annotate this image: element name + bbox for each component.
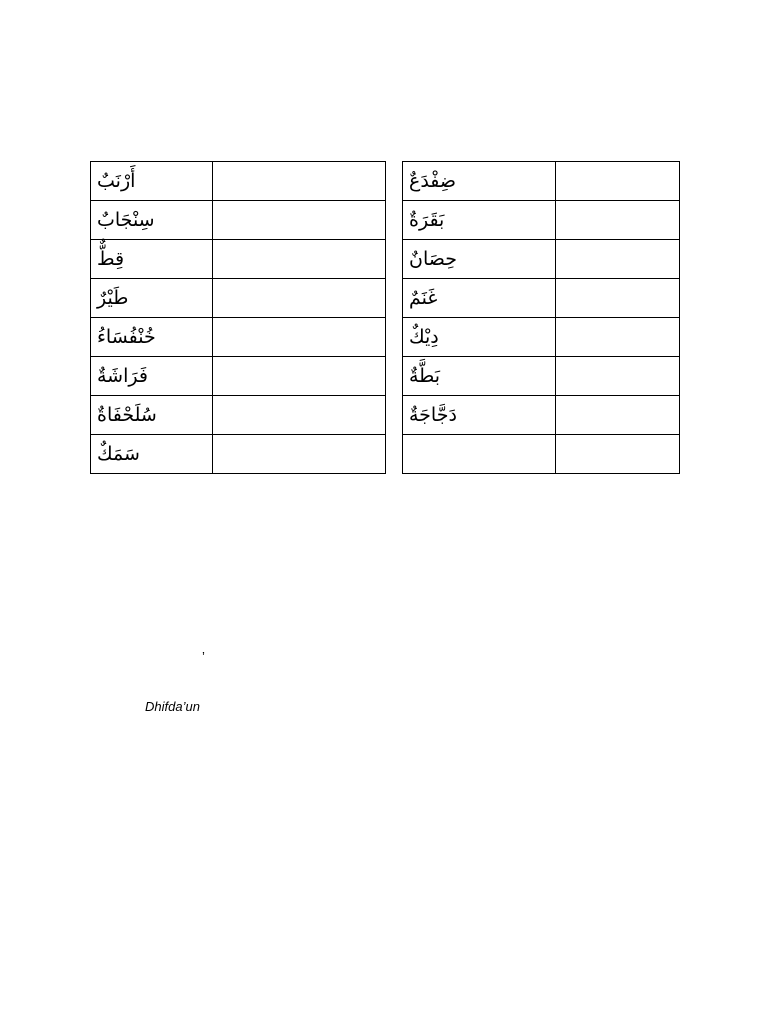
word-cell — [403, 357, 556, 396]
arabic-word: فَرَاشَةٌ — [97, 364, 148, 387]
answer-cell[interactable] — [556, 396, 680, 435]
arabic-word: قِطٌّ — [97, 247, 125, 270]
arabic-word: دَجَّاجَةٌ — [409, 403, 457, 426]
word-cell — [403, 318, 556, 357]
answer-cell[interactable] — [213, 396, 386, 435]
word-cell — [403, 201, 556, 240]
arabic-word: بَطَّةٌ — [409, 364, 441, 387]
table-row — [403, 396, 680, 435]
answer-cell[interactable] — [213, 240, 386, 279]
answer-cell[interactable] — [556, 201, 680, 240]
word-cell — [403, 162, 556, 201]
transliteration-caption: Dhifda’un — [145, 699, 200, 714]
word-cell — [91, 201, 213, 240]
arabic-word: دِيْكٌ — [409, 325, 439, 348]
word-cell — [403, 435, 556, 474]
table-row — [403, 162, 680, 201]
arabic-word: سِنْجَابٌ — [97, 208, 155, 231]
answer-cell[interactable] — [213, 357, 386, 396]
word-cell — [91, 396, 213, 435]
arabic-word: بَقَرَةٌ — [409, 208, 445, 231]
answer-cell[interactable] — [213, 279, 386, 318]
arabic-word: حِصَانٌ — [409, 247, 457, 270]
word-cell — [91, 318, 213, 357]
table-row — [403, 240, 680, 279]
answer-cell[interactable] — [556, 240, 680, 279]
word-cell — [91, 162, 213, 201]
table-row — [403, 435, 680, 474]
word-cell — [91, 435, 213, 474]
arabic-word: غَنَمٌ — [409, 286, 438, 309]
answer-cell[interactable] — [213, 201, 386, 240]
table-row — [91, 162, 386, 201]
answer-cell[interactable] — [213, 318, 386, 357]
arabic-word: سُلَحْفَاةٌ — [97, 403, 157, 426]
table-row — [403, 201, 680, 240]
vocabulary-table-right — [402, 161, 680, 474]
answer-cell[interactable] — [556, 357, 680, 396]
word-cell — [91, 279, 213, 318]
word-cell — [91, 357, 213, 396]
table-row — [91, 240, 386, 279]
answer-cell[interactable] — [213, 435, 386, 474]
arabic-word: خُنْفُسَاءُ — [97, 325, 156, 348]
vocabulary-table-left — [90, 161, 386, 474]
table-row — [91, 318, 386, 357]
answer-cell[interactable] — [213, 162, 386, 201]
answer-cell[interactable] — [556, 318, 680, 357]
table-row — [91, 396, 386, 435]
word-cell — [91, 240, 213, 279]
answer-cell[interactable] — [556, 435, 680, 474]
answer-cell[interactable] — [556, 162, 680, 201]
answer-cell[interactable] — [556, 279, 680, 318]
word-cell — [403, 240, 556, 279]
table-row — [91, 357, 386, 396]
word-cell — [403, 279, 556, 318]
word-cell — [403, 396, 556, 435]
table-row — [403, 357, 680, 396]
arabic-word: أَرْنَبٌ — [97, 169, 136, 192]
table-row — [91, 279, 386, 318]
arabic-word: سَمَكٌ — [97, 442, 140, 465]
table-row — [403, 279, 680, 318]
stray-apostrophe: ’ — [202, 649, 205, 664]
table-row — [91, 201, 386, 240]
table-row — [403, 318, 680, 357]
arabic-word: طَيْرٌ — [97, 286, 129, 309]
arabic-word: ضِفْدَعٌ — [409, 169, 457, 192]
table-row — [91, 435, 386, 474]
